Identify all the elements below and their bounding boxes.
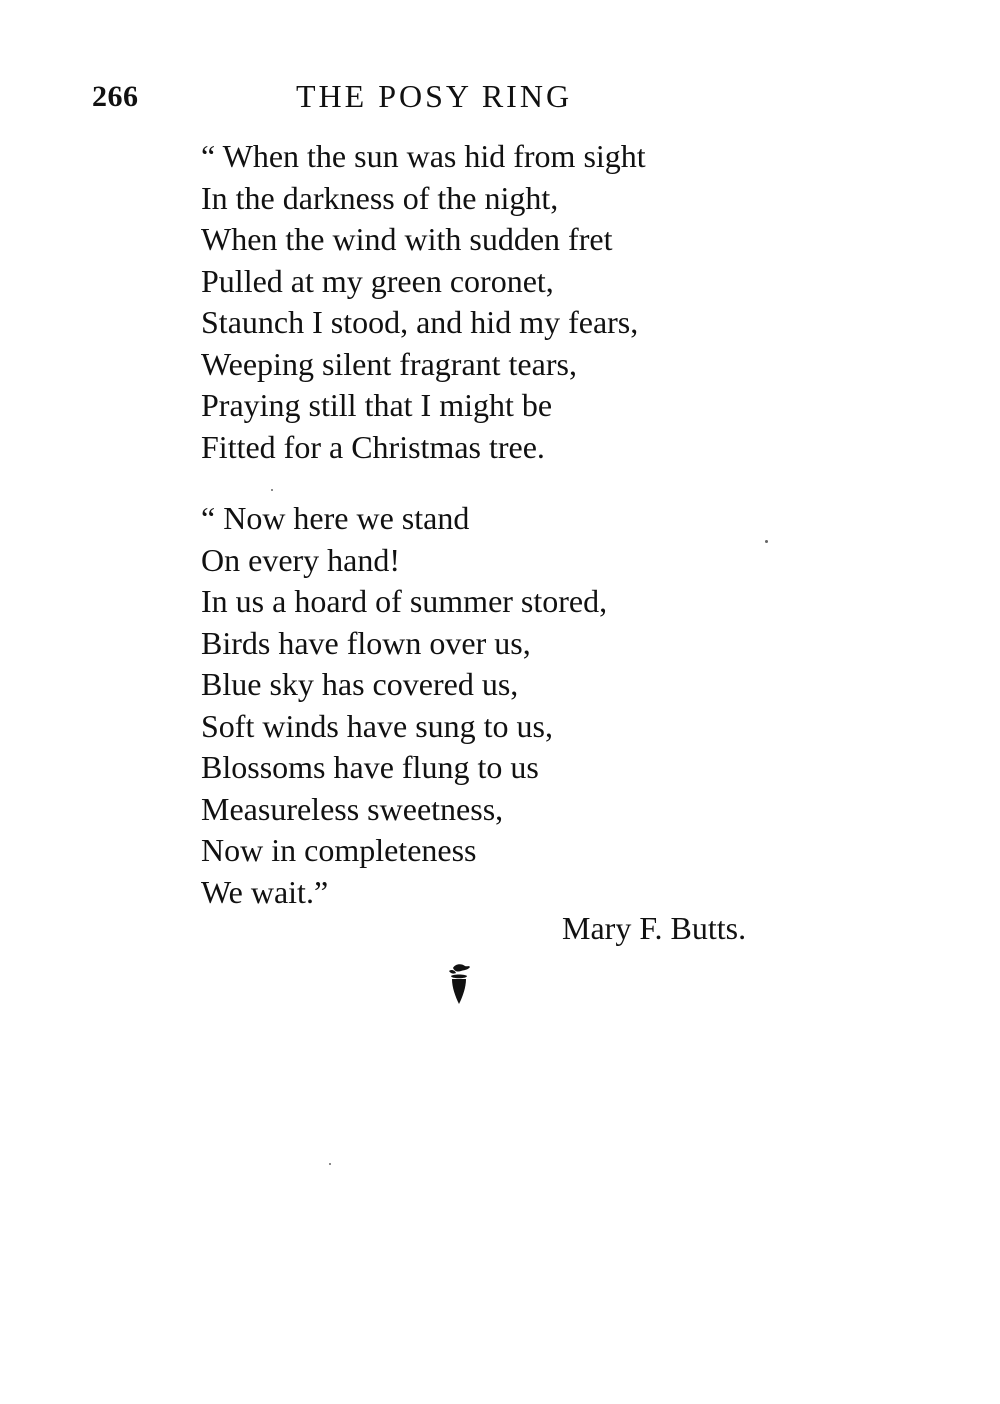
poem-line: Fitted for a Christmas tree.: [201, 428, 545, 465]
poem-line: On every hand!: [201, 541, 401, 578]
poem-line: Praying still that I might be: [201, 387, 553, 423]
print-speck: [329, 1163, 331, 1165]
print-speck: [765, 540, 768, 543]
page-number: 266: [92, 80, 139, 113]
poem-line: Blossoms have flung to us: [201, 749, 539, 785]
acorn-fleuron-icon: [445, 962, 473, 1006]
poem-line: We wait.”: [201, 873, 329, 910]
poem-attribution: Mary F. Butts.: [562, 910, 747, 946]
poem-line: In us a hoard of summer stored,: [201, 583, 608, 619]
poem-line: When the wind with sudden fret: [201, 221, 613, 257]
poem-line: Measureless sweetness,: [201, 790, 504, 827]
poem-line: Staunch I stood, and hid my fears,: [201, 304, 639, 340]
poem-line: Soft winds have sung to us,: [201, 707, 553, 744]
poem-line: Pulled at my green coronet,: [201, 262, 554, 299]
poem-stanza-2: [201, 498, 607, 913]
print-speck: [271, 489, 273, 491]
poem-line: Weeping silent fragrant tears,: [201, 345, 577, 382]
poem-stanza-1: [201, 136, 646, 468]
poem-line: Now in completeness: [201, 832, 477, 868]
running-head-title: THE POSY RING: [296, 78, 573, 114]
poem-line: “ When the sun was hid from sight: [201, 138, 646, 174]
poem-line: Birds have flown over us,: [201, 624, 531, 661]
poem-line: “ Now here we stand: [201, 500, 470, 536]
poem-line: Blue sky has covered us,: [201, 666, 519, 702]
poem-line: In the darkness of the night,: [201, 179, 559, 216]
